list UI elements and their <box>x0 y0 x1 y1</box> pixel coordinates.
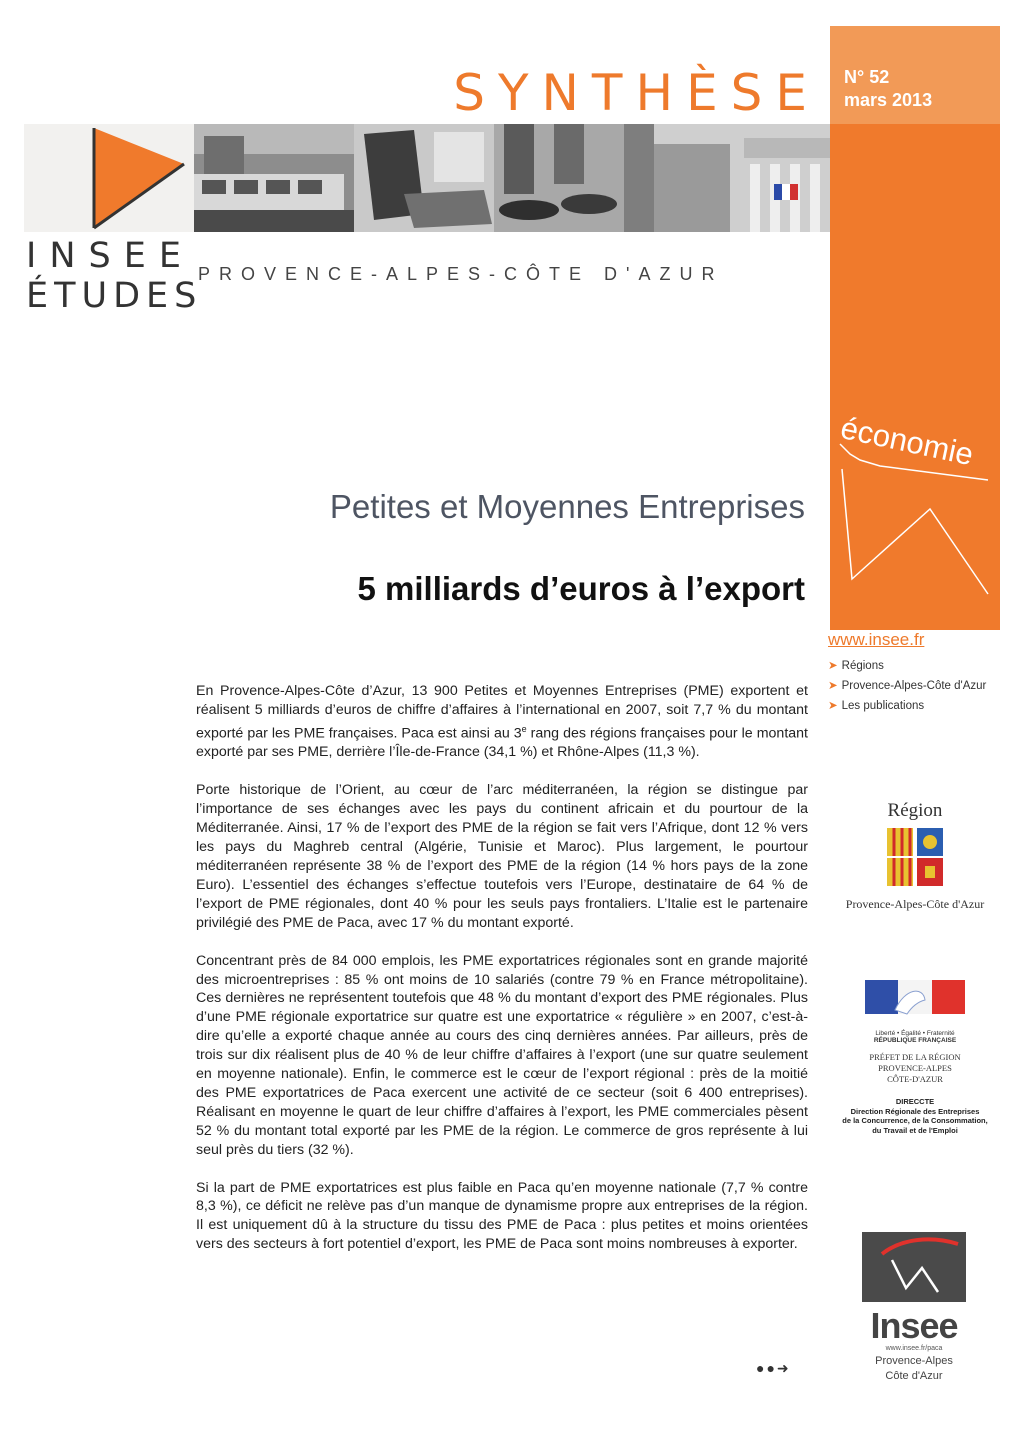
marianne-flag-icon <box>865 980 965 1024</box>
computer-keyboard-photo <box>354 124 494 232</box>
publication-series-title: SYNTHÈSE <box>453 64 820 122</box>
direccte-block: DIRECCTE Direction Régionale des Entreprises de la Concurrence, de la Consommation, du Travail et de l'Emploi <box>842 1097 988 1135</box>
prefet-block: PRÉFET DE LA RÉGION PROVENCE-ALPES CÔTE-D'AZUR <box>869 1052 961 1084</box>
article-subtitle: Petites et Moyennes Entreprises <box>329 488 805 525</box>
nav-link-regions[interactable]: ➤ Régions <box>828 660 884 672</box>
insee-site-link[interactable]: www.insee.fr <box>828 630 925 649</box>
paragraph-mediterranee: Porte historique de l’Orient, au cœur de l’arc méditerranéen, la région se distingue par l’importance de ses échanges avec les pays du continent africain et du pourtour de la Méditerranée. Ainsi, 17 % de l’export des PME de la région se fait vers l’Afrique, dont 12 % vers les pays du Maghreb central (Algérie, Tunisie et Maroc). Plus largement, le pourtour méditerranéen représente 38 % de l’export des PME de la région (14 % hors pays de la zone Euro). L’essentiel des échanges s’effectue toutefois vers l’Europe, destinataire de 64 % de l’export de PME régionales, dont 40 % pour les seuls pays frontaliers. L’Italie est le partenaire privilégié des PME de Paca, avec 17 % du montant exporté. <box>196 782 808 931</box>
insee-logo-url: www.insee.fr/paca <box>885 1345 943 1352</box>
issue-info-box <box>830 26 1000 124</box>
insee-paca-logo <box>862 1232 966 1382</box>
nav-link-publications[interactable]: ➤ Les publications <box>828 700 925 712</box>
building-facade-photo <box>624 124 830 232</box>
region-logo-footer: Provence-Alpes-Côte d'Azur <box>845 897 985 911</box>
theme-label: économie <box>837 410 977 473</box>
nav-link-paca[interactable]: ➤ Provence-Alpes-Côte d'Azur <box>828 680 987 692</box>
insee-logo-word: Insee <box>870 1305 958 1346</box>
continue-arrow-icon: ●●➜ <box>756 1360 791 1376</box>
article-body <box>196 682 808 1273</box>
arrow-right-icon: ➤ <box>828 660 838 672</box>
marianne-country: RÉPUBLIQUE FRANÇAISE <box>873 1037 957 1044</box>
zigzag-decoration <box>830 124 1000 630</box>
region-band: PROVENCE-ALPES-CÔTE D'AZUR <box>198 264 724 284</box>
issue-date: mars 2013 <box>844 90 933 110</box>
publication-nav <box>828 656 986 716</box>
paragraph-conclusion: Si la part de PME exportatrices est plus faible en Paca qu’en moyenne nationale (7,7 % contre 8,3 %), ce déficit ne relève pas d’un manque de dynamisme propre aux entreprises de la région. Il est uniquement dû à la structure du tissu des PME de Paca : plus petites et moins orientées vers des secteurs à fort potentiel d’export, les PME de Paca sont moins nombreuses à exporter. <box>196 1179 808 1253</box>
brand-insee: INSEE <box>26 236 194 276</box>
orange-triangle-icon <box>24 124 194 232</box>
tram-street-photo <box>184 124 354 232</box>
insee-emblem-icon <box>862 1232 966 1302</box>
prefecture-logo <box>830 980 1000 1135</box>
paragraph-emplois: Concentrant près de 84 000 emplois, les PME exportatrices régionales sont en grande majorité des microentreprises : 85 % ont moins de 10 salariés (contre 79 % en France métropolitaine). Ces dernières ne représentent toutefois que 48 % du montant d’export des PME régionales. Plus d’une PME régionale exportatrice sur quatre est une exportatrice « régulière » en 2007, c’est-à-dire qu’elle a exporté chaque année au cours des cinq dernières années. Par ailleurs, près de trois sur dix réalisent plus de 40 % de leur chiffre d’affaires à l’export (une sur quatre seulement en moyenne nationale). Enfin, le commerce est le cœur de l’export régional : près de la moitié des PME exportatrices de Paca exercent une activité de ce secteur (soit 6 400 entreprises). Réalisant en moyenne le quart de leur chiffre d’affaires à l’export, les PME commerciales pèsent 52 % du montant total exporté par les PME de la région. Le commerce de gros représente à lui seul près du tiers (32 %). <box>196 952 808 1158</box>
issue-number: N° 52 <box>844 67 890 87</box>
brand-etudes: ÉTUDES <box>26 276 203 316</box>
insee-etudes-logo-mark <box>24 124 194 232</box>
arrow-right-icon: ➤ <box>828 680 838 692</box>
region-logo-title: Région <box>887 800 943 821</box>
marianne-motto: Liberté • Égalité • Fraternité <box>875 1030 955 1037</box>
article-title: 5 milliards d’euros à l’export <box>357 570 805 607</box>
orange-side-band <box>830 124 1000 630</box>
paragraph-intro: En Provence-Alpes-Côte d’Azur, 13 900 Petites et Moyennes Entreprises (PME) exportent et réalisent 5 milliards d’euros de chiffre d’affaires à l’international en 2007, soit 7,7 % du montant exporté par les PME françaises. Paca est ainsi au 3e rang des régions françaises pour le montant exporté par ses PME, derrière l’Île-de-France (34,1 %) et Rhône-Alpes (11,3 %). <box>196 683 808 761</box>
arrow-right-icon: ➤ <box>828 700 838 712</box>
region-coat-of-arms-icon <box>885 826 945 888</box>
insee-logo-sub1: Provence-Alpes <box>875 1355 953 1367</box>
shoes-photo <box>494 124 624 232</box>
region-paca-logo <box>830 800 1000 912</box>
insee-logo-sub2: Côte d'Azur <box>885 1370 943 1382</box>
